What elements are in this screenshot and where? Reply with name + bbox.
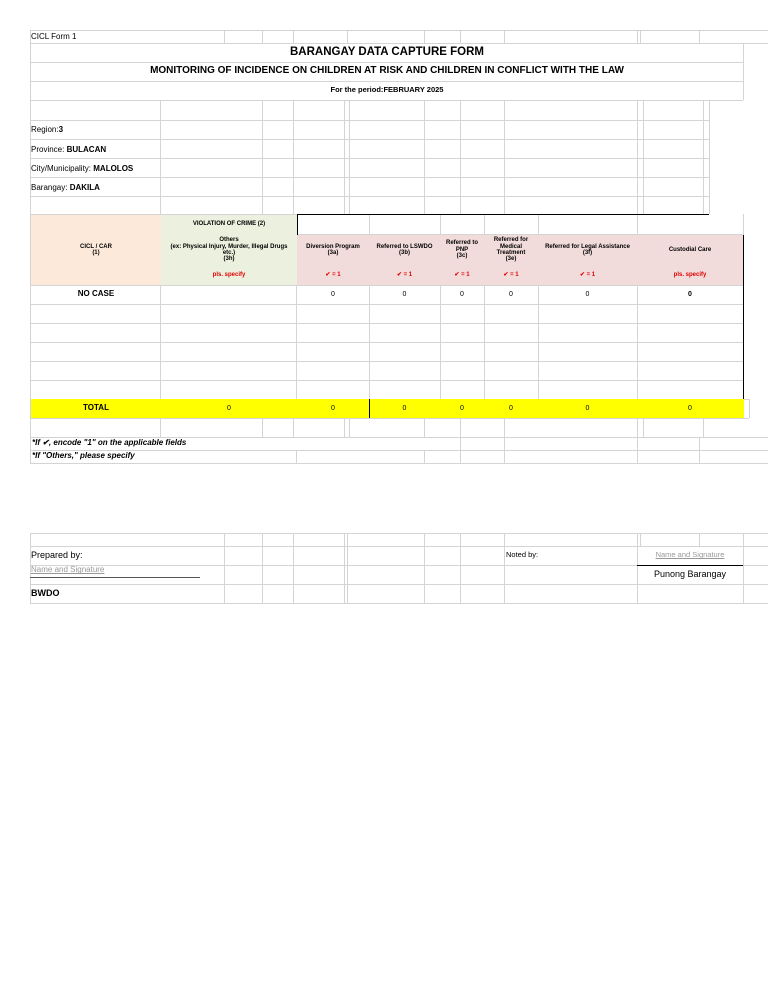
hint-legal: ✔ = 1 [579,272,596,279]
period-label: For the period: [330,85,384,95]
barangay-value: DAKILA [69,183,100,193]
row-no-case-3e[interactable]: 0 [509,290,513,298]
total-label: TOTAL [83,403,109,413]
hint-diversion: ✔ = 1 [325,272,341,279]
province-value: BULACAN [66,145,107,155]
col-header-legal: Referred for Legal Assistance (3f) [545,243,630,256]
region-label: Region: [31,125,59,135]
total-others: 0 [227,404,231,412]
hint-medical: ✔ = 1 [503,272,519,279]
total-custodial: 0 [688,404,692,412]
col-header-custodial: Custodial Care [668,246,712,253]
city-label: City/Municipality: [31,164,94,174]
hint-custodial: pls. specify [673,272,707,279]
col-header-diversion: Diversion Program (3a) [306,243,360,256]
prepared-by-label: Prepared by: [31,550,83,561]
period-value: FEBRUARY 2025 [383,85,444,95]
noted-name-hint[interactable]: Name and Signature [655,550,725,560]
col-header-pnp: Referred to PNP (3c) [445,240,478,260]
col-header-medical: Referred for Medical Treatment (3e) [493,237,529,263]
province-field [30,141,160,160]
total-3c: 0 [460,404,464,412]
total-3f: 0 [585,404,590,412]
row-no-case-3c[interactable]: 0 [460,290,464,298]
row-no-case-label[interactable]: NO CASE [77,289,115,299]
row-no-case-3a[interactable]: 0 [331,290,335,298]
region-value: 3 [58,125,64,135]
row-no-case-3b[interactable]: 0 [402,290,407,298]
total-3a: 0 [331,404,335,412]
hint-others: pls. specify [212,272,246,279]
region-field [30,121,160,140]
row-no-case-custodial[interactable]: 0 [688,290,692,298]
total-3b: 0 [402,404,407,412]
hint-pnp: ✔ = 1 [454,272,470,279]
noted-role: Punong Barangay [653,569,727,580]
hint-lswdo: ✔ = 1 [396,272,413,279]
city-value: MALOLOS [93,164,134,174]
note-others: *If "Others," please specify [32,451,135,461]
col-header-lswdo: Referred to LSWDO (3b) [376,243,433,256]
col-header-violation: VIOLATION OF CRIME (2) [192,221,266,228]
col-header-cicl: CICL / CAR (1) [80,243,112,256]
prepared-name-hint[interactable]: Name and Signature [31,565,105,575]
prepared-role: BWDO [31,588,60,599]
form-title: BARANGAY DATA CAPTURE FORM [289,46,484,59]
note-encode: *If ✔, encode "1" on the applicable fields [32,438,187,448]
province-label: Province: [31,145,67,155]
barangay-field [30,179,160,198]
form-code: CICL Form 1 [31,31,77,41]
noted-by-label: Noted by: [506,549,539,559]
form-period [31,81,743,100]
city-field [30,160,160,179]
total-3e: 0 [509,404,513,412]
form-subtitle: MONITORING OF INCIDENCE ON CHILDREN AT RISK AND CHILDREN IN CONFLICT WITH THE LAW [150,65,624,77]
row-no-case-3f[interactable]: 0 [585,290,590,298]
col-header-others: Others (ex: Physical Injury, Murder, Illegal Drugs etc.) (3h) [170,237,288,263]
barangay-label: Barangay: [31,183,70,193]
